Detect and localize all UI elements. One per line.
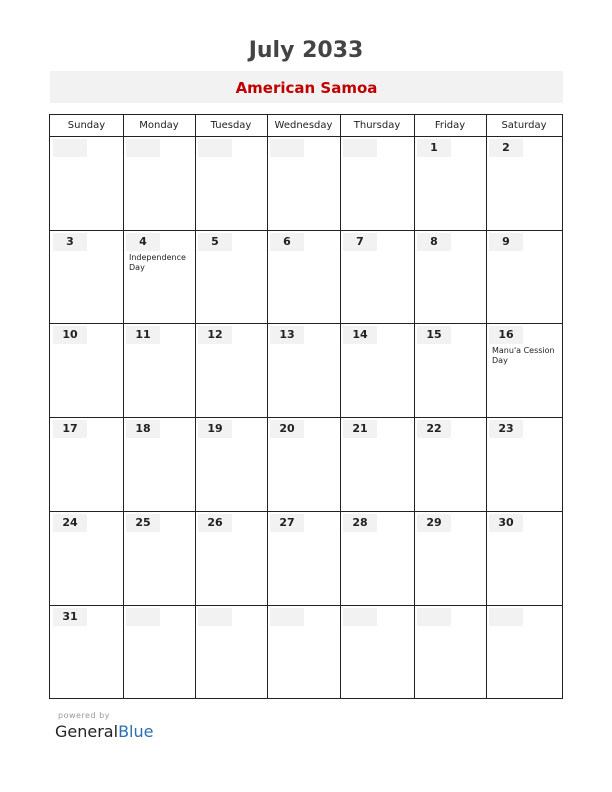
day-cell[interactable] xyxy=(124,231,195,324)
country-band xyxy=(50,71,563,103)
day-cell[interactable] xyxy=(124,324,195,417)
day-number-box xyxy=(343,139,377,157)
day-number: 26 xyxy=(207,516,223,529)
day-cell[interactable] xyxy=(51,512,123,605)
day-cell[interactable] xyxy=(51,324,123,417)
day-number-box xyxy=(53,233,87,251)
empty-day-cell xyxy=(487,606,562,699)
powered-by-text: powered by xyxy=(58,711,110,720)
day-cell[interactable] xyxy=(268,324,340,417)
day-number-box xyxy=(489,233,523,251)
day-number-box xyxy=(343,514,377,532)
day-number: 1 xyxy=(430,141,438,154)
day-number-box xyxy=(198,514,232,532)
day-number-box xyxy=(53,139,87,157)
day-number-box xyxy=(417,608,451,626)
empty-day-cell xyxy=(51,137,123,230)
day-number: 22 xyxy=(426,422,442,435)
day-number-box xyxy=(53,326,87,344)
day-number: 5 xyxy=(211,235,219,248)
day-number: 27 xyxy=(279,516,295,529)
day-number: 16 xyxy=(498,328,514,341)
weekday-header-friday: Friday xyxy=(434,120,466,131)
day-number: 9 xyxy=(502,235,510,248)
empty-day-cell xyxy=(124,137,195,230)
weekday-header-monday: Monday xyxy=(139,120,179,131)
day-number: 15 xyxy=(426,328,442,341)
day-cell[interactable] xyxy=(487,324,562,417)
day-cell[interactable] xyxy=(341,324,414,417)
day-number-box xyxy=(343,233,377,251)
day-cell[interactable] xyxy=(51,606,123,699)
day-cell[interactable] xyxy=(124,418,195,511)
day-number-box xyxy=(270,326,304,344)
day-cell[interactable] xyxy=(124,512,195,605)
day-cell[interactable] xyxy=(268,418,340,511)
day-cell[interactable] xyxy=(341,231,414,324)
day-number-box xyxy=(270,608,304,626)
day-cell[interactable] xyxy=(196,418,267,511)
empty-day-cell xyxy=(196,606,267,699)
day-cell[interactable] xyxy=(487,512,562,605)
day-cell[interactable] xyxy=(487,137,562,230)
day-cell[interactable] xyxy=(268,512,340,605)
generalblue-logo[interactable] xyxy=(55,722,153,741)
day-number-box xyxy=(198,608,232,626)
day-number-box xyxy=(270,514,304,532)
day-number-box xyxy=(417,514,451,532)
holiday-label: Independence Day xyxy=(129,253,186,272)
day-number-box xyxy=(489,514,523,532)
day-number: 23 xyxy=(498,422,514,435)
weekday-header-thursday: Thursday xyxy=(353,120,401,131)
day-number: 14 xyxy=(352,328,368,341)
day-number: 7 xyxy=(356,235,364,248)
day-number: 28 xyxy=(352,516,368,529)
day-number: 31 xyxy=(62,610,78,623)
day-number-box xyxy=(53,514,87,532)
day-number: 19 xyxy=(207,422,223,435)
page-title: July 2033 xyxy=(248,38,364,63)
empty-day-cell xyxy=(341,137,414,230)
day-number-box xyxy=(343,608,377,626)
day-number-box xyxy=(270,139,304,157)
day-number-box xyxy=(198,420,232,438)
day-number-box xyxy=(198,139,232,157)
day-number-box xyxy=(126,514,160,532)
empty-day-cell xyxy=(124,606,195,699)
brand-blue: Blue xyxy=(118,722,154,741)
day-cell[interactable] xyxy=(415,137,486,230)
day-cell[interactable] xyxy=(415,231,486,324)
day-number: 25 xyxy=(135,516,151,529)
day-number-box xyxy=(489,139,523,157)
empty-day-cell xyxy=(341,606,414,699)
holiday-label: Manu'a Cession Day xyxy=(492,346,555,365)
day-cell[interactable] xyxy=(415,418,486,511)
day-cell[interactable] xyxy=(51,418,123,511)
day-cell[interactable] xyxy=(487,418,562,511)
day-number: 4 xyxy=(139,235,147,248)
day-number-box xyxy=(489,608,523,626)
day-number: 17 xyxy=(62,422,78,435)
day-number-box xyxy=(270,420,304,438)
day-number: 3 xyxy=(66,235,74,248)
day-cell[interactable] xyxy=(196,231,267,324)
day-number-box xyxy=(126,233,160,251)
empty-day-cell xyxy=(268,137,340,230)
weekday-header-tuesday: Tuesday xyxy=(210,120,252,131)
brand-general: General xyxy=(55,722,119,741)
day-number-box xyxy=(198,326,232,344)
day-number-box xyxy=(417,420,451,438)
day-number: 13 xyxy=(279,328,295,341)
day-number-box xyxy=(126,420,160,438)
day-cell[interactable] xyxy=(196,512,267,605)
day-cell[interactable] xyxy=(487,231,562,324)
day-number: 10 xyxy=(62,328,78,341)
day-number-box xyxy=(489,420,523,438)
day-cell[interactable] xyxy=(415,512,486,605)
day-number: 29 xyxy=(426,516,442,529)
day-cell[interactable] xyxy=(196,324,267,417)
empty-day-cell xyxy=(268,606,340,699)
empty-day-cell xyxy=(415,606,486,699)
day-cell[interactable] xyxy=(51,231,123,324)
day-cell[interactable] xyxy=(268,231,340,324)
calendar-grid xyxy=(49,114,563,699)
day-number-box xyxy=(417,326,451,344)
weekday-header-wednesday: Wednesday xyxy=(274,120,333,131)
day-number-box xyxy=(126,608,160,626)
weekday-header-sunday: Sunday xyxy=(67,120,106,131)
day-number: 30 xyxy=(498,516,514,529)
day-number-box xyxy=(53,420,87,438)
day-number-box xyxy=(126,326,160,344)
day-number: 24 xyxy=(62,516,78,529)
day-number-box xyxy=(343,326,377,344)
day-number-box xyxy=(198,233,232,251)
day-number: 18 xyxy=(135,422,151,435)
day-number: 21 xyxy=(352,422,368,435)
day-number: 2 xyxy=(502,141,510,154)
day-number-box xyxy=(270,233,304,251)
day-number-box xyxy=(489,326,523,344)
day-number-box xyxy=(417,233,451,251)
day-cell[interactable] xyxy=(415,324,486,417)
day-cell[interactable] xyxy=(341,418,414,511)
day-number: 6 xyxy=(283,235,291,248)
day-cell[interactable] xyxy=(341,512,414,605)
day-number-box xyxy=(126,139,160,157)
day-number-box xyxy=(343,420,377,438)
day-number: 20 xyxy=(279,422,295,435)
day-number-box xyxy=(53,608,87,626)
weekday-header-saturday: Saturday xyxy=(501,120,547,131)
day-number-box xyxy=(417,139,451,157)
day-number: 11 xyxy=(135,328,151,341)
country-name: American Samoa xyxy=(235,79,378,97)
day-number: 8 xyxy=(430,235,438,248)
empty-day-cell xyxy=(196,137,267,230)
day-number: 12 xyxy=(207,328,223,341)
